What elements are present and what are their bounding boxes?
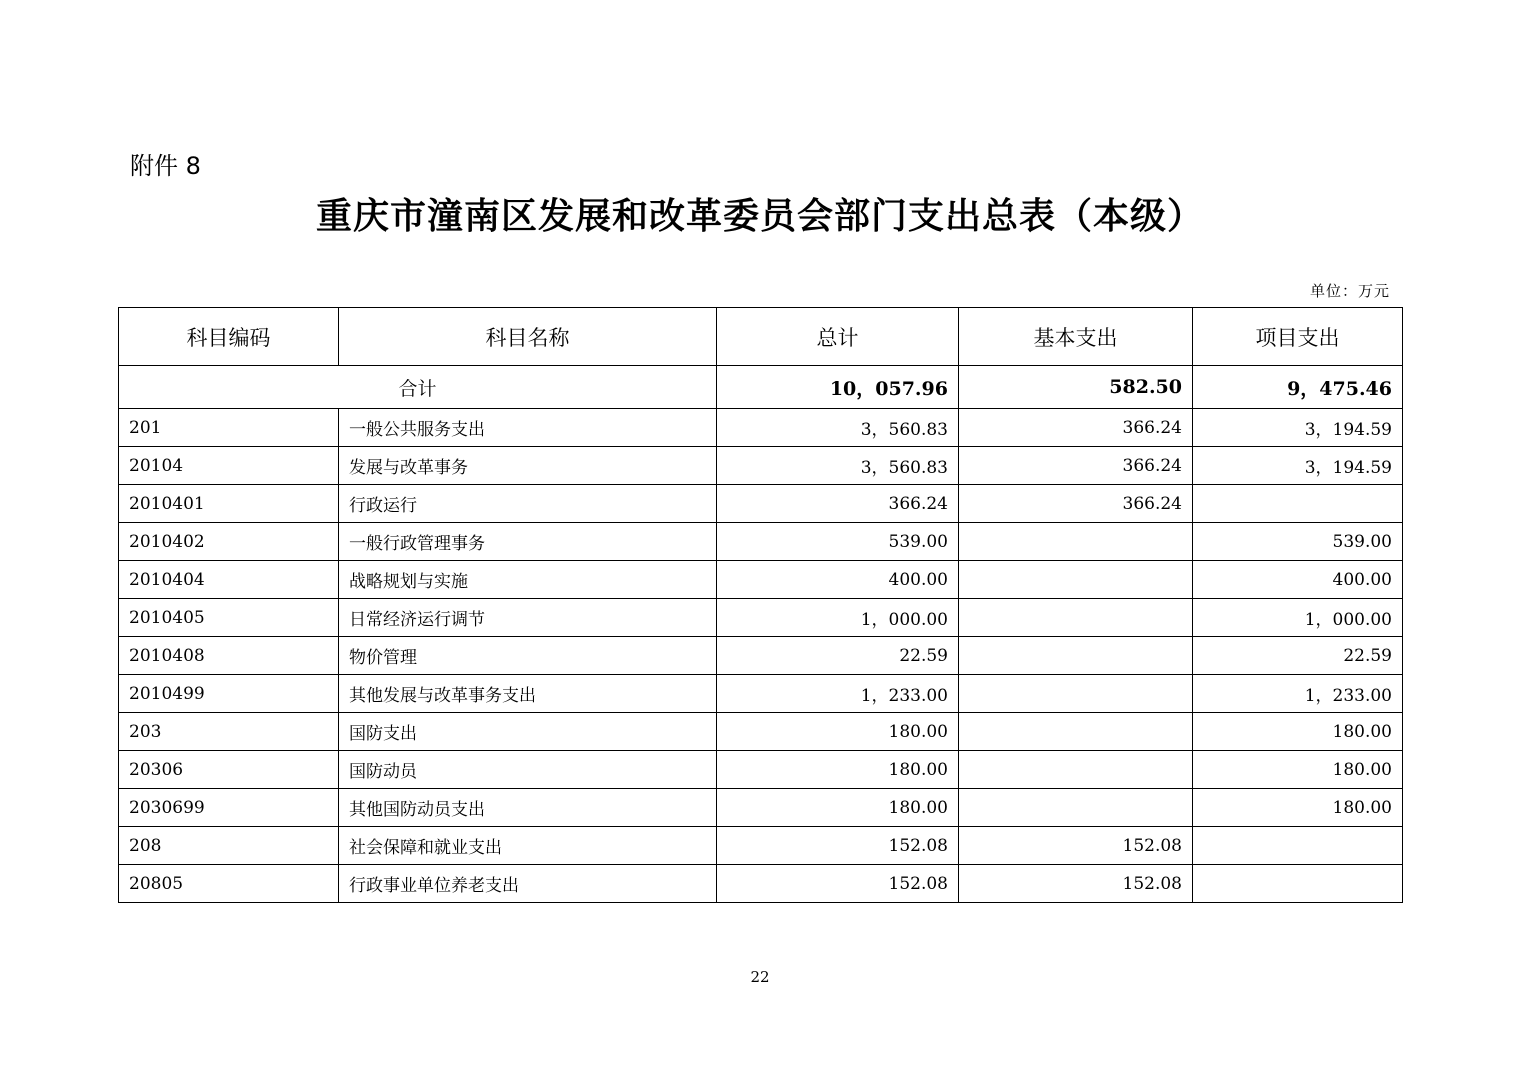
cell-name: 日常经济运行调节 [339, 599, 717, 637]
attachment-label: 附件 8 [130, 152, 201, 180]
cell-name: 一般公共服务支出 [339, 409, 717, 447]
cell-project: 1，000.00 [1193, 599, 1403, 637]
table-row [119, 751, 1403, 789]
table-header-row [119, 308, 1403, 366]
cell-total: 1，233.00 [717, 675, 959, 713]
cell-total: 3，560.83 [717, 409, 959, 447]
cell-name: 一般行政管理事务 [339, 523, 717, 561]
table-row [119, 409, 1403, 447]
cell-project: 3，194.59 [1193, 447, 1403, 485]
page-title: 重庆市潼南区发展和改革委员会部门支出总表（本级） [315, 196, 1204, 237]
table-row [119, 447, 1403, 485]
header-total: 总计 [717, 308, 959, 366]
cell-name: 战略规划与实施 [339, 561, 717, 599]
cell-basic [959, 675, 1193, 713]
cell-basic [959, 751, 1193, 789]
cell-project [1193, 827, 1403, 865]
cell-basic: 152.08 [959, 865, 1193, 903]
summary-row [119, 366, 1403, 409]
cell-code: 2010408 [119, 637, 339, 675]
cell-name: 国防动员 [339, 751, 717, 789]
table-row [119, 789, 1403, 827]
cell-project: 539.00 [1193, 523, 1403, 561]
summary-total: 10，057.96 [717, 366, 959, 409]
header-basic: 基本支出 [959, 308, 1193, 366]
cell-code: 203 [119, 713, 339, 751]
cell-total: 152.08 [717, 865, 959, 903]
cell-code: 201 [119, 409, 339, 447]
cell-project: 180.00 [1193, 789, 1403, 827]
header-project: 项目支出 [1193, 308, 1403, 366]
table-row [119, 827, 1403, 865]
cell-code: 2010404 [119, 561, 339, 599]
cell-code: 2010405 [119, 599, 339, 637]
cell-code: 20306 [119, 751, 339, 789]
cell-total: 152.08 [717, 827, 959, 865]
cell-total: 1，000.00 [717, 599, 959, 637]
cell-project: 400.00 [1193, 561, 1403, 599]
unit-label: 单位：万元 [1309, 282, 1390, 300]
cell-basic [959, 713, 1193, 751]
cell-total: 400.00 [717, 561, 959, 599]
cell-basic: 366.24 [959, 409, 1193, 447]
cell-project [1193, 865, 1403, 903]
table-row [119, 599, 1403, 637]
cell-code: 2010402 [119, 523, 339, 561]
cell-total: 3，560.83 [717, 447, 959, 485]
cell-basic: 152.08 [959, 827, 1193, 865]
cell-code: 2010499 [119, 675, 339, 713]
header-code: 科目编码 [119, 308, 339, 366]
cell-total: 366.24 [717, 485, 959, 523]
cell-project: 22.59 [1193, 637, 1403, 675]
cell-project: 180.00 [1193, 713, 1403, 751]
cell-total: 180.00 [717, 751, 959, 789]
cell-code: 20104 [119, 447, 339, 485]
cell-project: 180.00 [1193, 751, 1403, 789]
table-row [119, 713, 1403, 751]
cell-total: 180.00 [717, 713, 959, 751]
cell-basic [959, 561, 1193, 599]
cell-basic [959, 599, 1193, 637]
cell-name: 社会保障和就业支出 [339, 827, 717, 865]
cell-name: 行政运行 [339, 485, 717, 523]
table-row [119, 637, 1403, 675]
cell-code: 2030699 [119, 789, 339, 827]
page-number: 22 [750, 968, 770, 986]
summary-basic: 582.50 [959, 366, 1193, 409]
table-row [119, 523, 1403, 561]
table-row [119, 561, 1403, 599]
cell-code: 20805 [119, 865, 339, 903]
cell-code: 2010401 [119, 485, 339, 523]
cell-total: 539.00 [717, 523, 959, 561]
expenditure-table [118, 307, 1403, 903]
header-name: 科目名称 [339, 308, 717, 366]
cell-project: 3，194.59 [1193, 409, 1403, 447]
cell-name: 物价管理 [339, 637, 717, 675]
table-row [119, 865, 1403, 903]
cell-basic [959, 637, 1193, 675]
cell-total: 22.59 [717, 637, 959, 675]
summary-project: 9，475.46 [1193, 366, 1403, 409]
cell-total: 180.00 [717, 789, 959, 827]
cell-project: 1，233.00 [1193, 675, 1403, 713]
cell-name: 国防支出 [339, 713, 717, 751]
cell-name: 发展与改革事务 [339, 447, 717, 485]
cell-name: 行政事业单位养老支出 [339, 865, 717, 903]
cell-name: 其他发展与改革事务支出 [339, 675, 717, 713]
cell-basic [959, 789, 1193, 827]
table-row [119, 675, 1403, 713]
cell-code: 208 [119, 827, 339, 865]
cell-basic [959, 523, 1193, 561]
table-row [119, 485, 1403, 523]
cell-basic: 366.24 [959, 485, 1193, 523]
cell-name: 其他国防动员支出 [339, 789, 717, 827]
cell-basic: 366.24 [959, 447, 1193, 485]
cell-project [1193, 485, 1403, 523]
summary-label: 合计 [119, 366, 717, 409]
